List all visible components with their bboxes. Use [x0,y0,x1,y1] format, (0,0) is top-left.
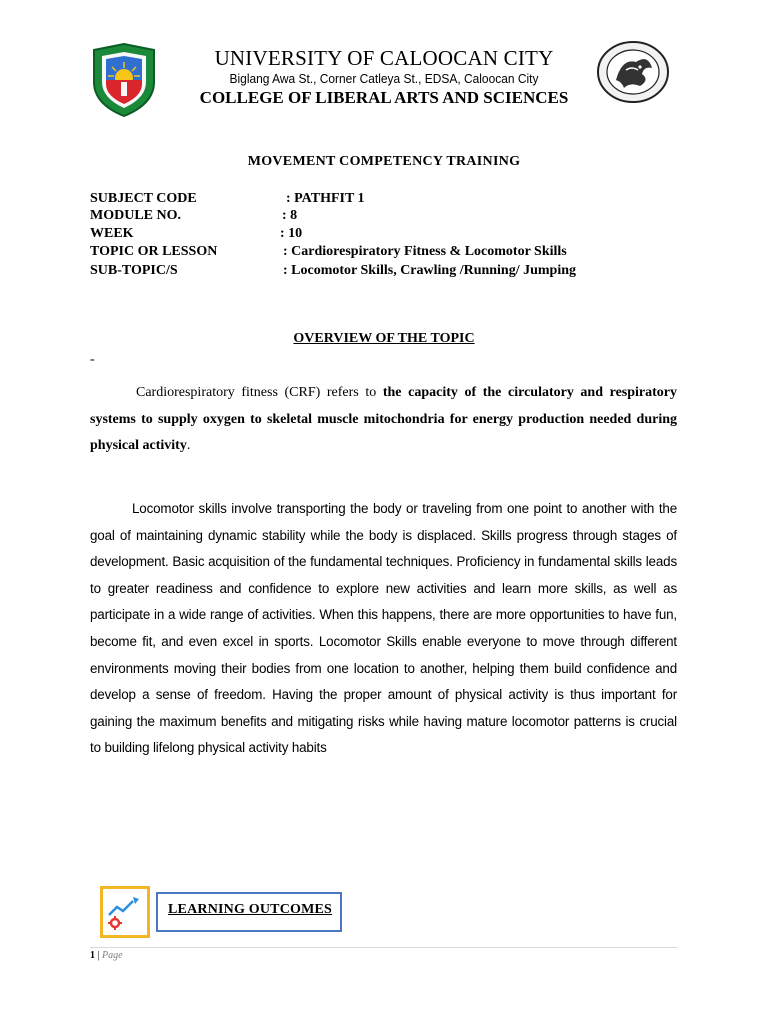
crf-paragraph [90,380,677,460]
footer-divider [90,947,678,948]
info-value: : 10 [280,226,303,241]
info-label: WEEK [90,226,134,241]
learning-outcomes-icon-box [100,886,150,938]
dash-marker: - [90,352,95,367]
info-value: : Locomotor Skills, Crawling /Running/ Jumping [283,263,577,278]
info-label: SUBJECT CODE [90,191,197,206]
info-value: : PATHFIT 1 [286,191,365,206]
page-separator: | [95,950,103,961]
crf-intro-text: Cardiorespiratory fitness (CRF) refers to [136,385,383,400]
learning-outcomes-label-box [156,892,342,932]
page-number [90,950,123,961]
university-address: Biglang Awa St., Corner Catleya St., EDSA, Caloocan City [229,71,539,86]
module-heading: MOVEMENT COMPETENCY TRAINING [247,154,521,169]
learning-outcomes-label: LEARNING OUTCOMES [168,902,333,917]
page-word: Page [102,950,123,961]
info-label: SUB-TOPIC/S [90,263,178,278]
crf-definition-text: the capacity of the circulatory and respiratory systems to supply oxygen to skeletal muscle mitochondria for energy production needed during physical activity [90,385,677,453]
college-dragon-seal-icon [596,40,670,104]
locomotor-paragraph: Locomotor skills involve transporting the body or traveling from one point to another with the goal of maintaining dynamic stability while the body is displaced. Skills progress through stages of development. Basic acquisition of the fundamental techniques. Proficiency in fundamental skills leads to greater readiness and confidence to explore new activities and learn more skills, as well as participate in a wide range of activities. When this happens, there are more opportunities to have fun, become fit, and even excel in sports. Locomotor Skills enable everyone to move through different environments moving their bodies from one location to another, helping them build confidence and develop a sense of freedom. Having the proper amount of physical activity is thus important for gaining the maximum benefits and mitigating risks while having mature locomotor patterns is crucial to building lifelong physical activity habits [90,501,677,756]
page-number-value: 1 [90,950,95,961]
growth-chart-gear-icon [103,889,147,935]
overview-heading: OVERVIEW OF THE TOPIC [293,331,475,346]
crf-end-text: . [186,438,191,453]
university-name: UNIVERSITY OF CALOOCAN CITY [214,46,554,70]
info-value: : Cardiorespiratory Fitness & Locomotor Skills [283,244,567,259]
info-value: : 8 [282,208,298,223]
college-name: COLLEGE OF LIBERAL ARTS AND SCIENCES [199,88,569,107]
info-label: MODULE NO. [90,208,181,223]
info-label: TOPIC OR LESSON [90,244,218,259]
